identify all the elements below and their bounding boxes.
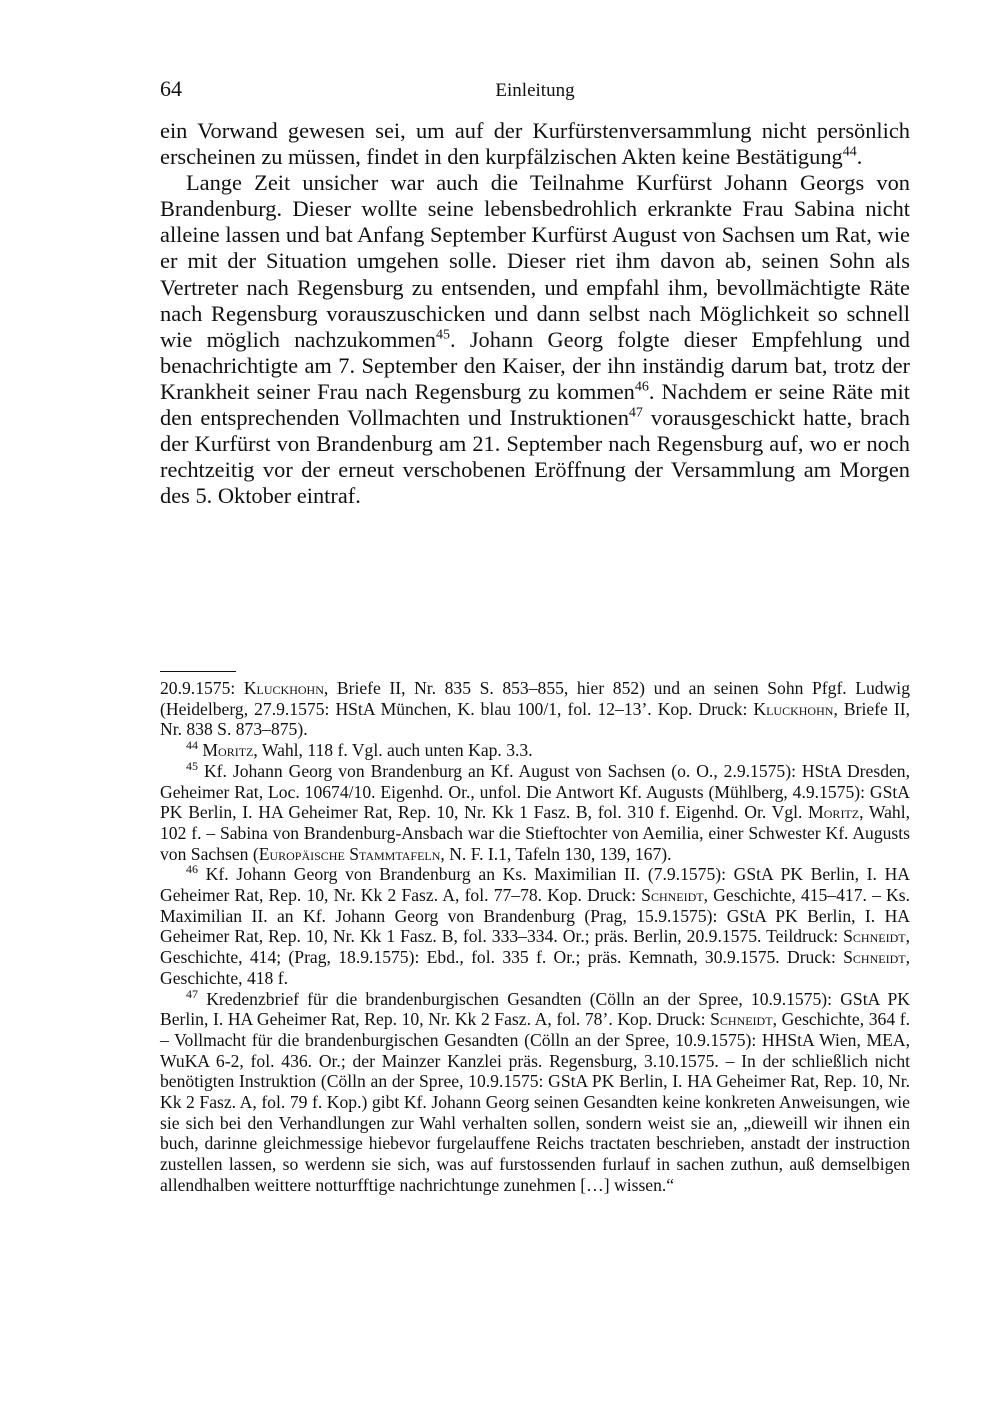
- author-schneidt: Schneidt: [843, 926, 906, 947]
- footnote-45: [160, 758, 910, 865]
- author-schneidt: Schneidt: [710, 1009, 773, 1030]
- footnote-47-text-a: Kredenzbrief für die brandenburgischen Gesandten (Cölln an der Spree, 10.9.1575): GStA PK Berlin, I. HA Geheimer Rat, Rep. 10, Nr. Kk 2 Fasz. A, fol. 78’. Kop. Druck:: [160, 988, 910, 1030]
- footnote-cont-text-b: , Briefe II, Nr. 835 S. 853–855, hier 852) und an seinen Sohn Pfgf. Ludwig (Heidelberg, 27.9.1575: HStA München, K. blau 100/1, fol. 12–13’. Kop. Druck:: [160, 678, 910, 719]
- author-schneidt: Schneidt: [843, 947, 906, 968]
- paragraph-2: [160, 170, 910, 509]
- page-number: 64: [160, 76, 182, 101]
- work-europaeische-stammtafeln: Europäische Stammtafeln: [258, 843, 441, 864]
- author-moritz: Moritz: [808, 802, 860, 823]
- paragraph-2-text-b: . Johann Georg folgte dieser Empfehlung und benachrichtigte am 7. September den Kaiser, der ihn inständig darum bat, trotz der Krankheit seiner Frau nach Regensburg zu kommen: [160, 326, 910, 404]
- paragraph-1: [160, 118, 910, 170]
- footnote-ref-46: 46: [634, 379, 649, 395]
- paragraph-2-text-d: vorausgeschickt hatte, brach der Kurfürst von Brandenburg am 21. September nach Regensburg auf, wo er noch rechtzeitig vor der erneut verschobenen Eröffnung der Versammlung am Morgen des 5. Oktober eintraf.: [160, 405, 910, 509]
- paragraph-1-text: ein Vorwand gewesen sei, um auf der Kurfürstenversammlung nicht persönlich erscheinen zu müssen, findet in den kurpfälzischen Akten keine Bestätigung: [160, 118, 910, 170]
- footnote-46-text-a: Kf. Johann Georg von Brandenburg an Ks. Maximilian II. (7.9.1575): GStA PK Berlin, I. HA Geheimer Rat, Rep. 10, Nr. Kk 2 Fasz. A, fol. 77–78. Kop. Druck:: [160, 864, 910, 906]
- author-kluckhohn: Kluckhohn: [753, 698, 834, 719]
- footnote-44-number: 44: [186, 738, 198, 753]
- footnote-46: [160, 864, 910, 988]
- paragraph-2-text-a: Lange Zeit unsicher war auch die Teilnahme Kurfürst Johann Georgs von Brandenburg. Dieser wollte seine lebensbedrohlich erkrankte Frau Sabina nicht alleine lassen und bat Anfang September Kurfürst August von Sachsen um Rat, wie er mit der Situation umgehen solle. Dieser riet ihm davon ab, seinen Sohn als Vertreter nach Regensburg zu entsenden, und empfahl ihm, bevollmächtigte Räte nach Regensburg vorauszuschicken und dann selbst nach Möglichkeit so schnell wie möglich nachzukommen: [160, 170, 910, 352]
- author-schneidt: Schneidt: [641, 885, 704, 906]
- paragraph-1-end: .: [856, 144, 863, 170]
- footnote-44: [160, 740, 910, 761]
- footnote-47-text-b: , Geschichte, 364 f. – Vollmacht für die brandenburgischen Gesandten (Cölln an der Spree, 10.9.1575): HHStA Wien, MEA, WuKA 6-2, fol. 436. Or.; der Mainzer Kanzlei präs. Regensburg, 3.10.1575. – In der schließlich nicht benötigten Instruktion (Cölln an der Spree, 10.9.1575: GStA PK Berlin, I. HA Geheimer Rat, Rep. 10, Nr. Kk 2 Fasz. A, fol. 79 f. Kop.) gibt Kf. Johann Georg seinen Gesandten keine konkreten Anweisungen, wie sie sich bei den Verhandlungen zur Wahl verhalten sollen, sondern weist sie an, „dieweill wir ihnen ein buch, darinne gleichmessige hiebevor furgelauffene Reichs tractaten beschrieben, anstadt der instruction zustellen lassen, so werdenn sie sich, was auf furstossenden furlauf in sachen zuthun, auß demselbigen allendhalben weittere notturfftige nachrichtunge zunehmen […] wissen.“: [160, 1009, 910, 1195]
- author-kluckhohn: Kluckhohn: [243, 678, 324, 698]
- footnote-45-number: 45: [186, 758, 198, 773]
- footnote-46-text-d: , Geschichte, 418 f.: [160, 947, 910, 988]
- main-text: [160, 118, 910, 509]
- footnote-cont-text-c: , Briefe II, Nr. 838 S. 873–875).: [160, 698, 910, 740]
- footnote-ref-44: 44: [842, 144, 857, 160]
- footnote-rule: [160, 671, 236, 672]
- footnotes: [160, 678, 910, 1196]
- page-header: [160, 76, 910, 110]
- footnote-46-text-c: , Geschichte, 414; (Prag, 18.9.1575): Ebd., fol. 335 f. Or.; präs. Kemnath, 30.9.1575. Druck:: [160, 926, 910, 968]
- footnote-47: [160, 986, 910, 1196]
- footnote-continuation: [160, 678, 910, 740]
- footnote-46-text-b: , Geschichte, 415–417. – Ks. Maximilian II. an Kf. Johann Georg von Brandenburg (Prag, 15.9.1575): GStA PK Berlin, I. HA Geheimer Rat, Rep. 10, Nr. Kk 1 Fasz. B, fol. 333–334. Or.; präs. Berlin, 20.9.1575. Teildruck:: [160, 885, 910, 947]
- author-moritz: Moritz: [202, 740, 254, 761]
- footnote-47-number: 47: [186, 986, 198, 1001]
- footnote-ref-45: 45: [435, 327, 450, 343]
- footnote-45-text-c: , N. F. I.1, Tafeln 130, 139, 167).: [440, 843, 672, 864]
- footnote-46-number: 46: [186, 862, 198, 877]
- paragraph-2-text-c: . Nachdem er seine Räte mit den entsprechenden Vollmachten und Instruktionen: [160, 378, 910, 431]
- footnote-44-text: , Wahl, 118 f. Vgl. auch unten Kap. 3.3.: [253, 740, 533, 761]
- footnote-ref-47: 47: [628, 405, 643, 421]
- footnote-45-text-b: , Wahl, 102 f. – Sabina von Brandenburg-Ansbach war die Stieftochter von Aemilia, einer Schwester Kf. Augusts von Sachsen (: [160, 802, 910, 864]
- running-head: Einleitung: [495, 80, 575, 101]
- footnote-cont-text-a: 20.9.1575:: [160, 678, 244, 698]
- footnote-45-text-a: Kf. Johann Georg von Brandenburg an Kf. August von Sachsen (o. O., 2.9.1575): HStA Dresden, Geheimer Rat, Loc. 10674/10. Eigenhd. Or., unfol. Die Antwort Kf. Augusts (Mühlberg, 4.9.1575): GStA PK Berlin, I. HA Geheimer Rat, Rep. 10, Nr. Kk 1 Fasz. B, fol. 310 f. Eigenhd. Or. Vgl.: [160, 760, 910, 823]
